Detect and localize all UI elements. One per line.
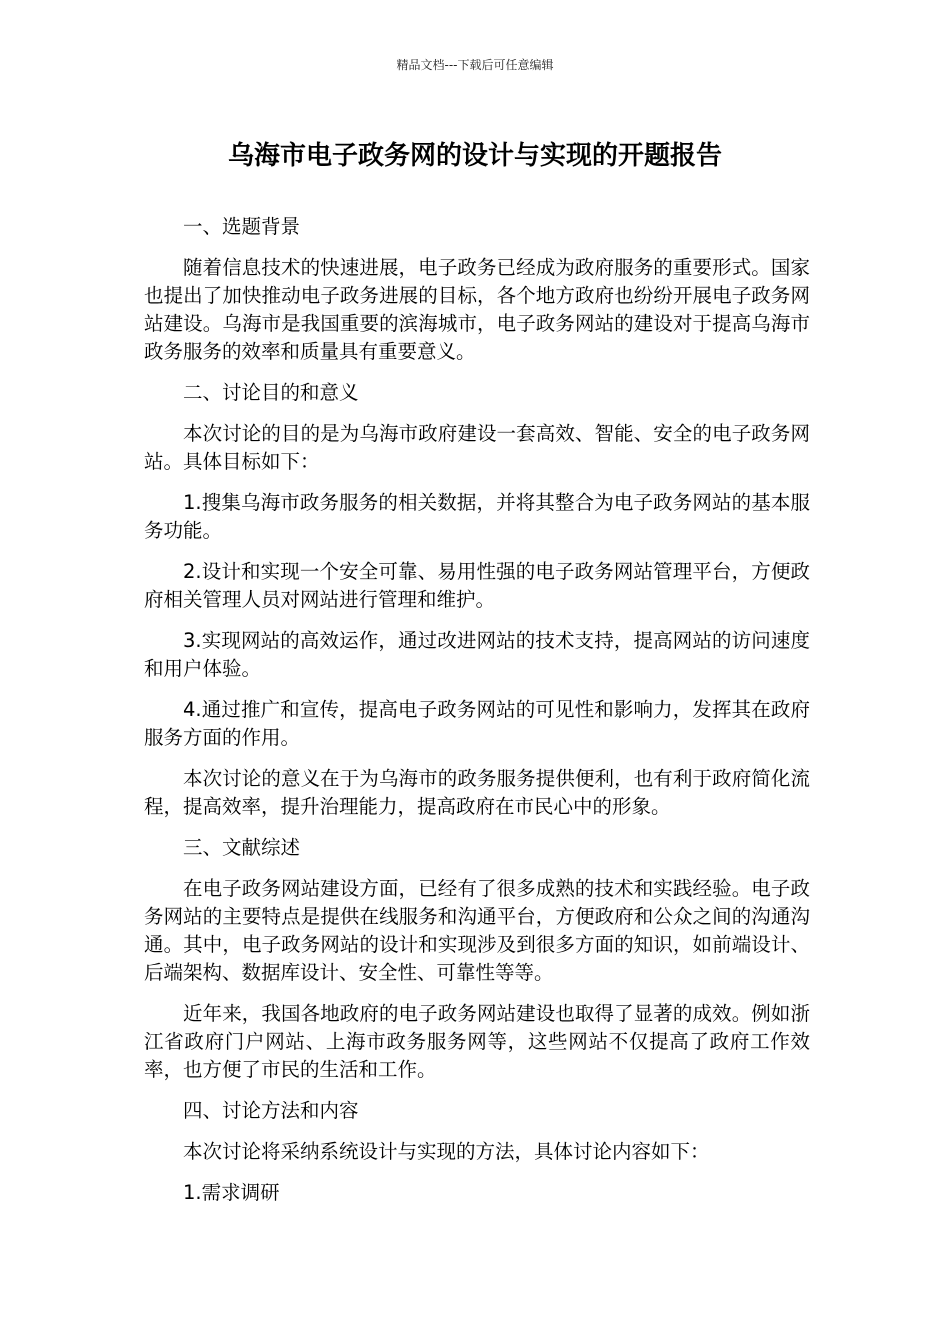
document-body xyxy=(144,213,810,1220)
section-heading-literature: 三、文献综述 xyxy=(183,836,301,859)
list-item-method-1: 1.需求调研 xyxy=(183,1181,280,1204)
paragraph-literature-2: 近年来，我国各地政府的电子政务网站建设也取得了显著的成效。例如浙江省政府门户网站、上海市政务服务网等，这些网站不仅提高了政府工作效率，也方便了市民的生活和工作。 xyxy=(144,1002,810,1081)
section-heading-purpose: 二、讨论目的和意义 xyxy=(183,381,359,404)
list-item-goal-2: 2.设计和实现一个安全可靠、易用性强的电子政务网站管理平台，方便政府相关管理人员对网站进行管理和维护。 xyxy=(144,560,810,611)
paragraph-background: 随着信息技术的快速进展，电子政务已经成为政府服务的重要形式。国家也提出了加快推动电子政务进展的目标，各个地方政府也纷纷开展电子政务网站建设。乌海市是我国重要的滨海城市，电子政务网站的建设对于提高乌海市政务服务的效率和质量具有重要意义。 xyxy=(144,256,810,363)
list-item-goal-4: 4.通过推广和宣传，提高电子政务网站的可见性和影响力，发挥其在政府服务方面的作用。 xyxy=(144,698,810,749)
paragraph-purpose-intro: 本次讨论的目的是为乌海市政府建设一套高效、智能、安全的电子政务网站。具体目标如下： xyxy=(144,422,810,473)
section-heading-method: 四、讨论方法和内容 xyxy=(183,1099,359,1122)
paragraph-significance: 本次讨论的意义在于为乌海市的政务服务提供便利，也有利于政府简化流程，提高效率，提升治理能力，提高政府在市民心中的形象。 xyxy=(144,767,810,818)
list-item-goal-1: 1.搜集乌海市政务服务的相关数据，并将其整合为电子政务网站的基本服务功能。 xyxy=(144,491,810,542)
paragraph-literature-1: 在电子政务网站建设方面，已经有了很多成熟的技术和实践经验。电子政务网站的主要特点是提供在线服务和沟通平台，方便政府和公众之间的沟通沟通。其中，电子政务网站的设计和实现涉及到很多方面的知识，如前端设计、后端架构、数据库设计、安全性、可靠性等等。 xyxy=(144,877,810,984)
list-item-goal-3: 3.实现网站的高效运作，通过改进网站的技术支持，提高网站的访问速度和用户体验。 xyxy=(144,629,810,680)
section-heading-background: 一、选题背景 xyxy=(183,215,301,238)
paragraph-method-intro: 本次讨论将采纳系统设计与实现的方法，具体讨论内容如下： xyxy=(183,1140,710,1163)
header-note: 精品文档---下载后可任意编辑 xyxy=(396,58,554,72)
document-title: 乌海市电子政务网的设计与实现的开题报告 xyxy=(227,141,722,171)
